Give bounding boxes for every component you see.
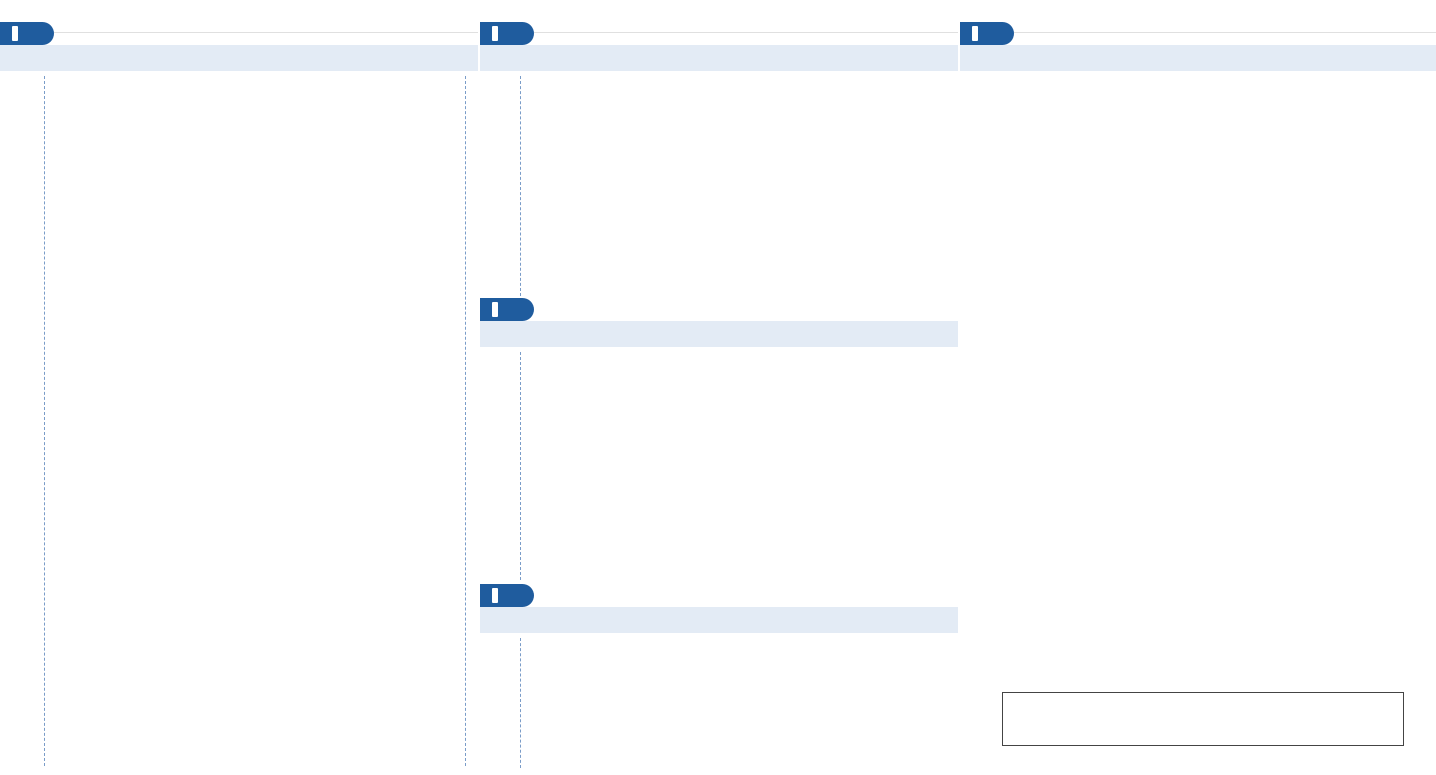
afternoon-header bbox=[480, 0, 958, 48]
morning-service-panel bbox=[0, 0, 478, 775]
dawn-header bbox=[960, 0, 1436, 48]
wednesday-header bbox=[480, 276, 958, 324]
dawn-verse bbox=[960, 45, 1436, 71]
closing-quote-box bbox=[1002, 692, 1404, 746]
dawn-prayer-panel bbox=[960, 0, 1436, 775]
friday-verse bbox=[480, 607, 958, 633]
dawn-title bbox=[960, 22, 1014, 45]
dashed-divider bbox=[44, 76, 45, 766]
morning-header bbox=[0, 0, 478, 48]
dashed-divider bbox=[465, 76, 466, 766]
staff-heading-row bbox=[0, 673, 478, 693]
morning-time-row bbox=[0, 91, 478, 111]
morning-verse bbox=[0, 45, 478, 71]
friday-title bbox=[480, 584, 534, 607]
afternoon-panel bbox=[480, 0, 958, 775]
friday-header bbox=[480, 562, 958, 610]
friday-time-row bbox=[480, 652, 958, 672]
wednesday-time-row bbox=[480, 367, 958, 387]
morning-title bbox=[0, 22, 54, 45]
wednesday-title bbox=[480, 298, 534, 321]
afternoon-title bbox=[480, 22, 534, 45]
afternoon-verse bbox=[480, 45, 958, 71]
wednesday-verse bbox=[480, 321, 958, 347]
afternoon-time-row bbox=[480, 91, 958, 111]
